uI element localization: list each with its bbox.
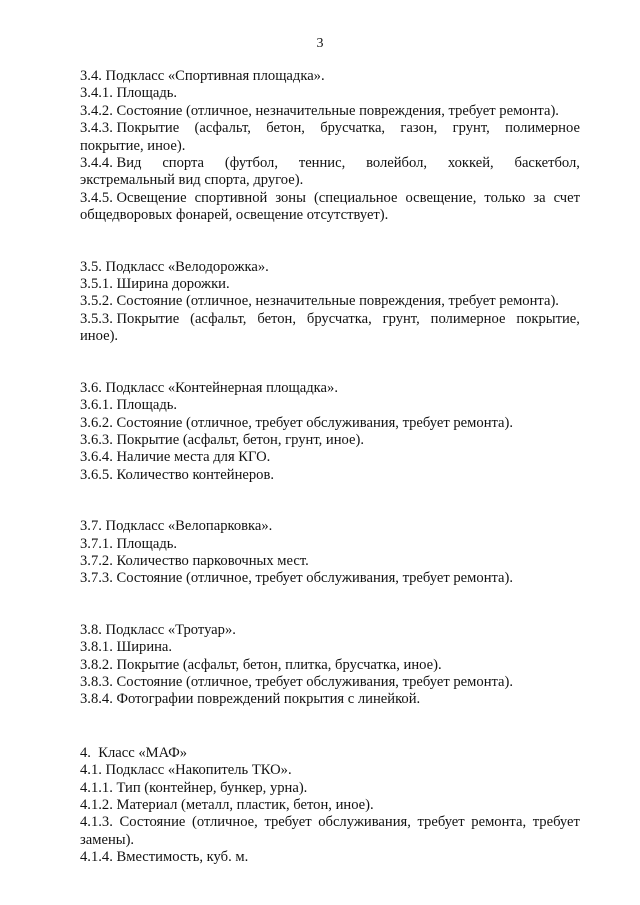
section-3-6 — [80, 380, 580, 484]
list-item-justified — [80, 120, 580, 137]
word: газон, — [400, 120, 438, 137]
section-spacer — [80, 484, 580, 518]
section-heading: 3.4. Подкласс «Спортивная площадка». — [80, 68, 325, 84]
word: только — [484, 189, 526, 206]
list-item-continuation: замены). — [80, 831, 135, 848]
word: спорта — [162, 155, 205, 172]
section-heading: 3.6. Подкласс «Контейнерная площадка». — [80, 379, 338, 396]
section-heading: 4. Класс «МАФ» — [80, 744, 188, 761]
word: 3.4.5. Освещение — [80, 189, 187, 206]
word: волейбол, — [366, 155, 428, 172]
word: зоны — [275, 189, 306, 206]
section-heading: 3.8. Подкласс «Тротуар». — [80, 621, 236, 638]
word: (асфальт, — [190, 310, 247, 327]
subsection-heading: 4.1. Подкласс «Накопитель ТКО». — [80, 762, 292, 779]
word: 3.5.3. Покрытие — [80, 310, 180, 327]
list-item: 3.8.1. Ширина. — [80, 639, 173, 656]
word: 3.4.3. Покрытие — [80, 120, 180, 137]
word: полимерное — [430, 310, 506, 327]
page-number: 3 — [316, 36, 324, 51]
section-3-8 — [80, 622, 580, 709]
word: Состояние — [119, 814, 186, 831]
word: требует — [417, 814, 465, 831]
word: обслуживания, — [318, 814, 411, 831]
list-item: 3.8.4. Фотографии повреждений покрытия с линейкой. — [80, 691, 421, 708]
section-4 — [80, 745, 580, 867]
list-item: 3.5.1. Ширина дорожки. — [80, 276, 230, 293]
list-item: 4.1.1. Тип (контейнер, бункер, урна). — [80, 779, 308, 796]
word: (асфальт, — [194, 120, 251, 137]
list-item-justified — [80, 190, 580, 207]
list-item: 3.8.3. Состояние (отличное, требует обслуживания, требует ремонта). — [80, 673, 514, 690]
word: (футбол, — [224, 155, 278, 172]
word: бетон, — [257, 310, 296, 327]
section-spacer — [80, 709, 580, 745]
word: брусчатка, — [306, 310, 372, 327]
section-heading: 3.5. Подкласс «Велодорожка». — [80, 258, 269, 275]
list-item: 3.6.1. Площадь. — [80, 397, 178, 414]
section-3-7 — [80, 518, 580, 588]
list-item: 3.6.4. Наличие места для КГО. — [80, 449, 271, 466]
list-item: 3.7.1. Площадь. — [80, 535, 178, 552]
word: 3.4.4. Вид — [80, 155, 142, 172]
word: (специальное — [313, 189, 398, 206]
section-spacer — [80, 588, 580, 622]
word: (отличное, — [191, 814, 258, 831]
list-item: 3.6.5. Количество контейнеров. — [80, 466, 275, 483]
word: счет — [553, 189, 580, 206]
word: полимерное — [505, 120, 580, 137]
list-item: 3.8.2. Покрытие (асфальт, бетон, плитка, брусчатка, иное). — [80, 656, 442, 673]
list-item: 4.1.2. Материал (металл, пластик, бетон, иное). — [80, 797, 374, 813]
word: требует — [264, 814, 312, 831]
list-item-continuation: покрытие, иное). — [80, 137, 186, 154]
word: бетон, — [266, 120, 305, 137]
list-item-justified — [80, 814, 580, 831]
word: брусчатка, — [320, 120, 386, 137]
section-spacer — [80, 346, 580, 380]
list-item: 3.7.3. Состояние (отличное, требует обслуживания, требует ремонта). — [80, 570, 514, 587]
list-item-justified — [80, 155, 580, 172]
section-heading: 3.7. Подкласс «Велопарковка». — [80, 518, 273, 535]
list-item-continuation: общедворовых фонарей, освещение отсутствует). — [80, 207, 389, 224]
list-item: 3.7.2. Количество парковочных мест. — [80, 552, 309, 569]
list-item: 3.6.3. Покрытие (асфальт, бетон, грунт, иное). — [80, 431, 364, 448]
document-body — [80, 68, 580, 867]
word: освещение, — [405, 189, 477, 206]
word: спортивной — [194, 189, 268, 206]
list-item: 3.5.2. Состояние (отличное, незначительные повреждения, требует ремонта). — [80, 293, 559, 310]
section-3-4 — [80, 68, 580, 225]
word: грунт, — [452, 120, 490, 137]
word: хоккей, — [447, 155, 494, 172]
list-item-continuation: экстремальный вид спорта, другое). — [80, 172, 304, 189]
list-item-continuation: иное). — [80, 328, 119, 345]
list-item: 3.6.2. Состояние (отличное, требует обслуживания, требует ремонта). — [80, 414, 514, 431]
word: покрытие, — [516, 310, 580, 327]
list-item-justified — [80, 311, 580, 328]
word: за — [533, 189, 546, 206]
list-item: 3.4.2. Состояние (отличное, незначительные повреждения, требует ремонта). — [80, 102, 559, 119]
word: баскетбол, — [514, 155, 580, 172]
section-3-5 — [80, 259, 580, 346]
list-item: 4.1.4. Вместимость, куб. м. — [80, 849, 249, 866]
list-item: 3.4.1. Площадь. — [80, 85, 178, 102]
word: ремонта, — [471, 814, 527, 831]
word: требует — [532, 814, 580, 831]
word: грунт, — [382, 310, 420, 327]
section-spacer — [80, 225, 580, 259]
word: теннис, — [298, 155, 346, 172]
word: 4.1.3. — [80, 814, 113, 831]
